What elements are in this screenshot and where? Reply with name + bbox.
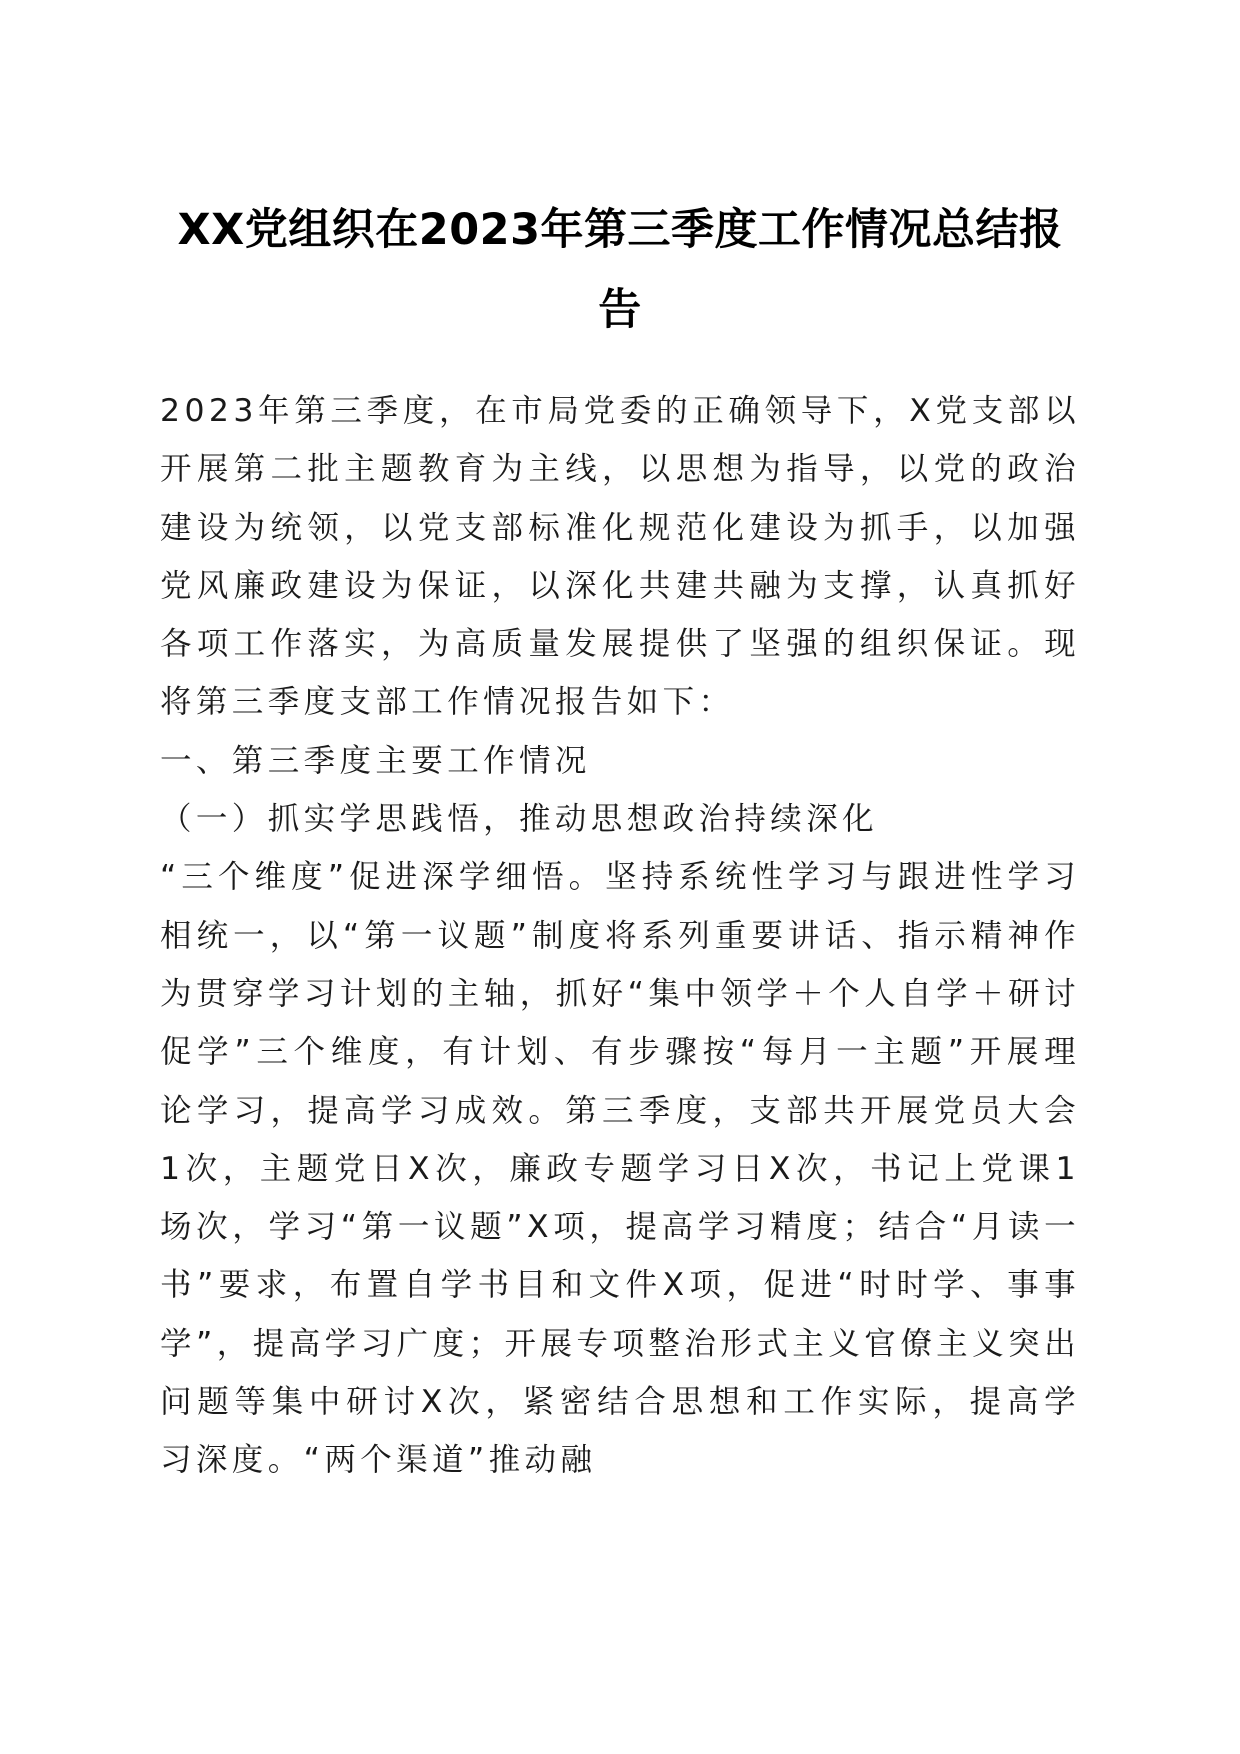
document-body [160,382,1080,1490]
subsection-heading: （一）抓实学思践悟，推动思想政治持续深化 [160,801,879,838]
title-line-2: 告 [598,285,642,335]
body-paragraph: “三个维度”促进深学细悟。坚持系统性学习与跟进性学习相统一，以“第一议题”制度将系列重要讲话、指示精神作为贯穿学习计划的主轴，抓好“集中领学＋个人自学＋研讨促学”三个维度，有计划、有步骤按“每月一主题”开展理论学习，提高学习成效。第三季度，支部共开展党员大会1次，主题党日X次，廉政专题学习日X次，书记上党课1场次，学习“第一议题”X项，提高学习精度；结合“月读一书”要求，布置自学书目和文件X项，促进“时时学、事事学”，提高学习广度；开展专项整治形式主义官僚主义突出问题等集中研讨X次，紧密结合思想和工作实际，提高学习深度。“两个渠道”推动融 [160,859,1080,1479]
document-title [150,190,1090,350]
section-heading: 一、第三季度主要工作情况 [160,742,591,779]
title-line-1: XX党组织在2023年第三季度工作情况总结报 [177,205,1063,255]
intro-paragraph: 2023年第三季度，在市局党委的正确领导下，X党支部以开展第二批主题教育为主线，以思想为指导，以党的政治建设为统领，以党支部标准化规范化建设为抓手，以加强党风廉政建设为保证，以深化共建共融为支撑，认真抓好各项工作落实，为高质量发展提供了坚强的组织保证。现将第三季度支部工作情况报告如下： [160,393,1080,721]
